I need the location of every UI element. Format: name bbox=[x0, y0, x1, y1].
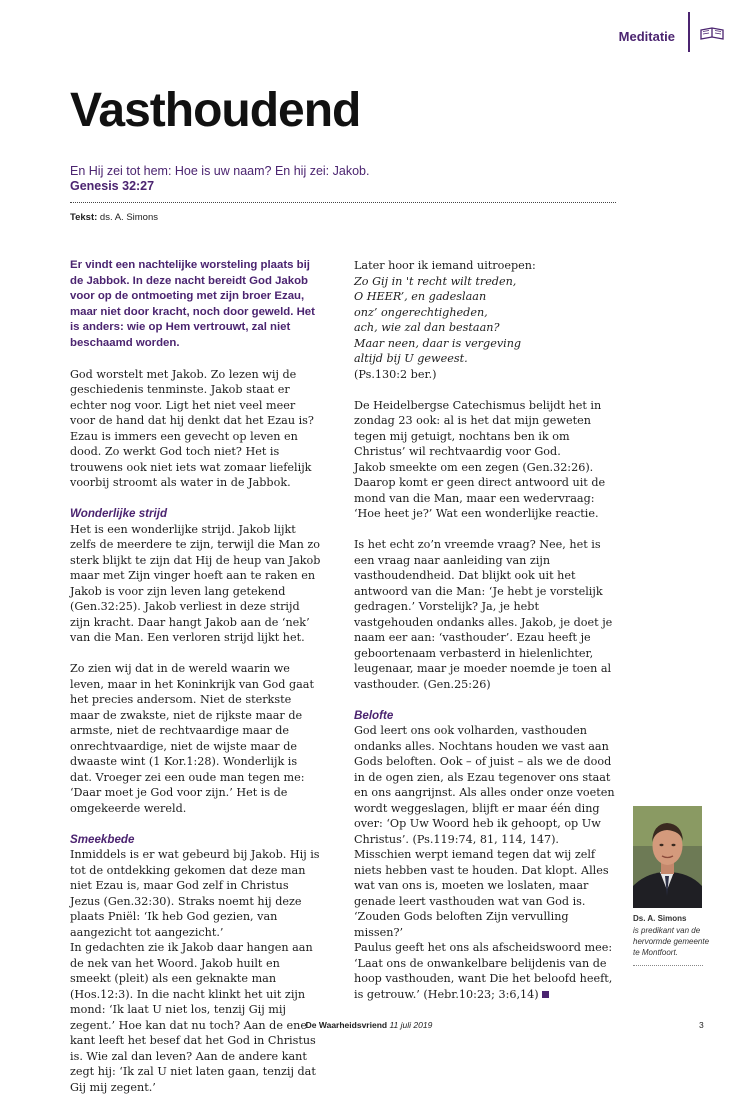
subheading-wonderlijke-strijd: Wonderlijke strijd bbox=[70, 507, 168, 520]
body-paragraph: Misschien werpt iemand tegen dat wij zelf niets hebben vast te houden. Dat klopt. Alles wat van ons is, moeten we loslaten, maar genade leert vasthouden wat van God is. ‘Zouden Gods beloften Zijn vervulling missen?’ bbox=[354, 848, 609, 939]
psalm-line: Zo Gij in 't recht wilt treden, bbox=[354, 274, 517, 288]
body-paragraph: Zo zien wij dat in de wereld waarin we leven, maar in het Koninkrijk van God gaat het precies andersom. Niet de sterkste maar de zwakste, niet de rijkste maar de armste, niet de rechtvaardige maar de onrechtvaardige, niet de wijste maar de dwaaste wint (1 Kor.1:28). Wonderlijk is dat. Vroeger zei een oude man tegen me: ‘Daar moet je God voor zijn.’ Het is de omgekeerde wereld. bbox=[70, 662, 314, 815]
end-mark-icon bbox=[542, 991, 549, 998]
byline bbox=[70, 212, 158, 223]
bible-verse: En Hij zei tot hem: Hoe is uw naam? En hij zei: Jakob. bbox=[70, 164, 370, 178]
body-paragraph: Het is een wonderlijke strijd. Jakob lijkt zelfs de meerdere te zijn, terwijl die Man zo sterk blijkt te zijn dat Hij de heup van Jakob maar met Zijn vinger hoeft aan te raken en Jakob is voor zijn leven lang getekend (Gen.32:25). Jakob verliest in deze strijd zijn kracht. Daar hangt Jakob aan de ‘nek’ van die Man. Een verloren strijd lijkt het. bbox=[70, 522, 321, 644]
body-paragraph: Later hoor ik iemand uitroepen: bbox=[354, 259, 536, 272]
body-paragraph: Jakob smeekte om een zegen (Gen.32:26). Daarop komt er geen direct antwoord uit de mond van die Man, maar een wedervraag: ‘Hoe heet je?’ Wat een wonderlijke reactie. bbox=[354, 460, 606, 520]
byline-label: Tekst: bbox=[70, 212, 98, 223]
header-divider bbox=[688, 12, 690, 52]
body-paragraph: Inmiddels is er wat gebeurd bij Jakob. Hij is tot de ontdekking gekomen dat deze man niet Ezau is, maar God zelf in Christus Jezus (Gen.32:30). Straks noemt hij deze plaats Pniël: ‘Ik heb God gezien, van aangezicht tot aangezicht.’ bbox=[70, 848, 320, 939]
bible-verse-reference: Genesis 32:27 bbox=[70, 179, 155, 193]
page-footer bbox=[0, 1020, 738, 1030]
body-paragraph: De Heidelbergse Catechismus belijdt het in zondag 23 ook: al is het dat mijn geweten tegen mij getuigt, nochtans ben ik om Christus’ wil rechtvaardig voor God. bbox=[354, 398, 602, 458]
psalm-reference: (Ps.130:2 ber.) bbox=[354, 367, 437, 381]
section-label: Meditatie bbox=[618, 29, 675, 44]
author-photo bbox=[633, 806, 702, 908]
body-paragraph: God leert ons ook volharden, vasthouden ondanks alles. Nochtans houden we vast aan Gods beloften. Ook – of juist – als we de dood in de ogen zien, als Ezau tegenover ons staat en ons aangrijnst. Als alles onder onze voeten wordt weggeslagen, blijft er maar één ding over: ‘Op Uw Woord heb ik gehoopt, op Uw Christus’. (Ps.119:74, 81, 114, 147). bbox=[354, 724, 615, 846]
right-column bbox=[354, 258, 618, 1002]
article-title: Vasthoudend bbox=[70, 84, 361, 137]
body-paragraph: In gedachten zie ik Jakob daar hangen aan de nek van het Woord. Jakob huilt en smeekt (pleit) als een geknakte man (Hos.12:3). In die nacht klinkt het uit zijn mond: ‘Ik laat U niet los, tenzij Gij mij zegent.’ Hoe kan dat nu toch? Aan de ene kant leeft het besef dat het God in Christus is. Wie zal dan leven? Aan de andere kant zegt hij: ‘Ik zal U niet laten gaan, tenzij dat Gij mij zegent.’ bbox=[70, 941, 316, 1094]
body-paragraph: God worstelt met Jakob. Zo lezen wij de geschiedenis tenminste. Jakob staat er echter nog voor. Ligt het niet veel meer voor de hand dat hij denkt dat het Ezau is? Ezau is immers een gevecht op leven en dood. Zo werkt God toch niet? Het is trouwens ook niet iets wat zomaar liefelijk voorbij stroomt als water in de Jabbok. bbox=[70, 367, 314, 489]
psalm-line: onz’ ongerechtigheden, bbox=[354, 305, 488, 319]
body-paragraph bbox=[354, 940, 618, 1002]
subheading-smeekbede: Smeekbede bbox=[70, 832, 135, 846]
author-caption-text: is predikant van de hervormde gemeente te Montfoort. bbox=[633, 926, 710, 957]
lead-paragraph: Er vindt een nachtelijke worsteling plaats bij de Jabbok. In deze nacht bereidt God Jakob voor op de ontmoeting met zijn broer Ezau, maar niet door kracht, noch door geweld. Het is anders: wie op Hem vertrouwt, zal niet beschaamd worden. bbox=[70, 259, 315, 349]
author-caption-name: Ds. A. Simons bbox=[633, 914, 687, 923]
caption-divider bbox=[633, 965, 703, 966]
psalm-line: Maar neen, daar is vergeving bbox=[354, 336, 522, 350]
body-paragraph: Is het echt zo’n vreemde vraag? Nee, het is een vraag naar aanleiding van zijn vasthoudendheid. Dat blijkt ook uit het antwoord van die Man: ‘Je hebt je vorstelijk gedragen.’ Vorstelijk? Ja, je hebt vastgehouden ondanks alles. Jakob, je doet je naam eer aan: ‘vasthouder’. Ezau heeft je geboortenaam verbasterd in hielenlichter, leugenaar, maar je moeder noemde je toen al vasthouder. (Gen.25:26) bbox=[354, 538, 613, 691]
psalm-line: ach, wie zal dan bestaan? bbox=[354, 321, 500, 334]
publication-name: De Waarheidsvriend bbox=[305, 1020, 388, 1030]
page-number: 3 bbox=[699, 1020, 704, 1030]
subheading-belofte: Belofte bbox=[354, 708, 394, 722]
closing-text: Paulus geeft het ons als afscheidswoord mee: ‘Laat ons de onwankelbare belijdenis van de hoop vasthouden, want Die het beloofd heeft, is getrouw.’ (Hebr.10:23; 3:6,14) bbox=[354, 941, 613, 1001]
psalm-line: O HEER’, en gadeslaan bbox=[354, 290, 487, 303]
dotted-divider bbox=[70, 202, 616, 203]
psalm-line: altijd bij U geweest. bbox=[354, 352, 468, 365]
psalm-quote bbox=[354, 274, 618, 367]
publication-date: 11 juli 2019 bbox=[389, 1020, 433, 1030]
left-column bbox=[70, 258, 322, 1095]
byline-author: ds. A. Simons bbox=[99, 212, 159, 223]
open-book-icon bbox=[700, 27, 724, 41]
